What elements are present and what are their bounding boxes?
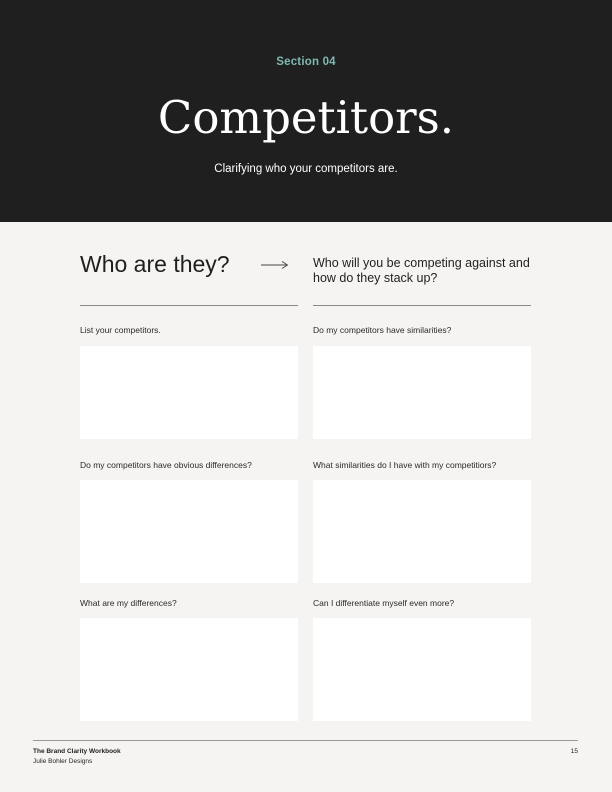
answer-box[interactable] bbox=[313, 480, 531, 583]
arrow-right-icon bbox=[260, 259, 290, 271]
question-label: Do my competitors have obvious differences? bbox=[80, 460, 252, 470]
answer-box[interactable] bbox=[80, 480, 298, 583]
page-number: 15 bbox=[570, 748, 578, 755]
who-subheading: Who will you be competing against and how do they stack up? bbox=[313, 256, 530, 285]
left-divider bbox=[80, 305, 298, 306]
answer-box[interactable] bbox=[313, 346, 531, 439]
question-label: Do my competitors have similarities? bbox=[313, 325, 452, 335]
who-heading: Who are they? bbox=[80, 251, 230, 277]
question-label: Can I differentiate myself even more? bbox=[313, 598, 455, 608]
answer-box[interactable] bbox=[313, 618, 531, 721]
answer-box[interactable] bbox=[80, 618, 298, 721]
answer-box[interactable] bbox=[80, 346, 298, 439]
question-label: What are my differences? bbox=[80, 598, 177, 608]
question-label: What similarities do I have with my competitiors? bbox=[313, 460, 497, 470]
header-banner bbox=[0, 0, 612, 222]
question-label: List your competitors. bbox=[80, 325, 161, 335]
footer-title: The Brand Clarity Workbook bbox=[33, 748, 121, 755]
footer-divider bbox=[33, 740, 578, 741]
page-subtitle: Clarifying who your competitors are. bbox=[214, 163, 398, 175]
right-divider bbox=[313, 305, 531, 306]
page-title: Competitors. bbox=[157, 91, 455, 144]
section-label: Section 04 bbox=[276, 56, 336, 68]
footer-author: Julie Bohler Designs bbox=[33, 758, 93, 765]
